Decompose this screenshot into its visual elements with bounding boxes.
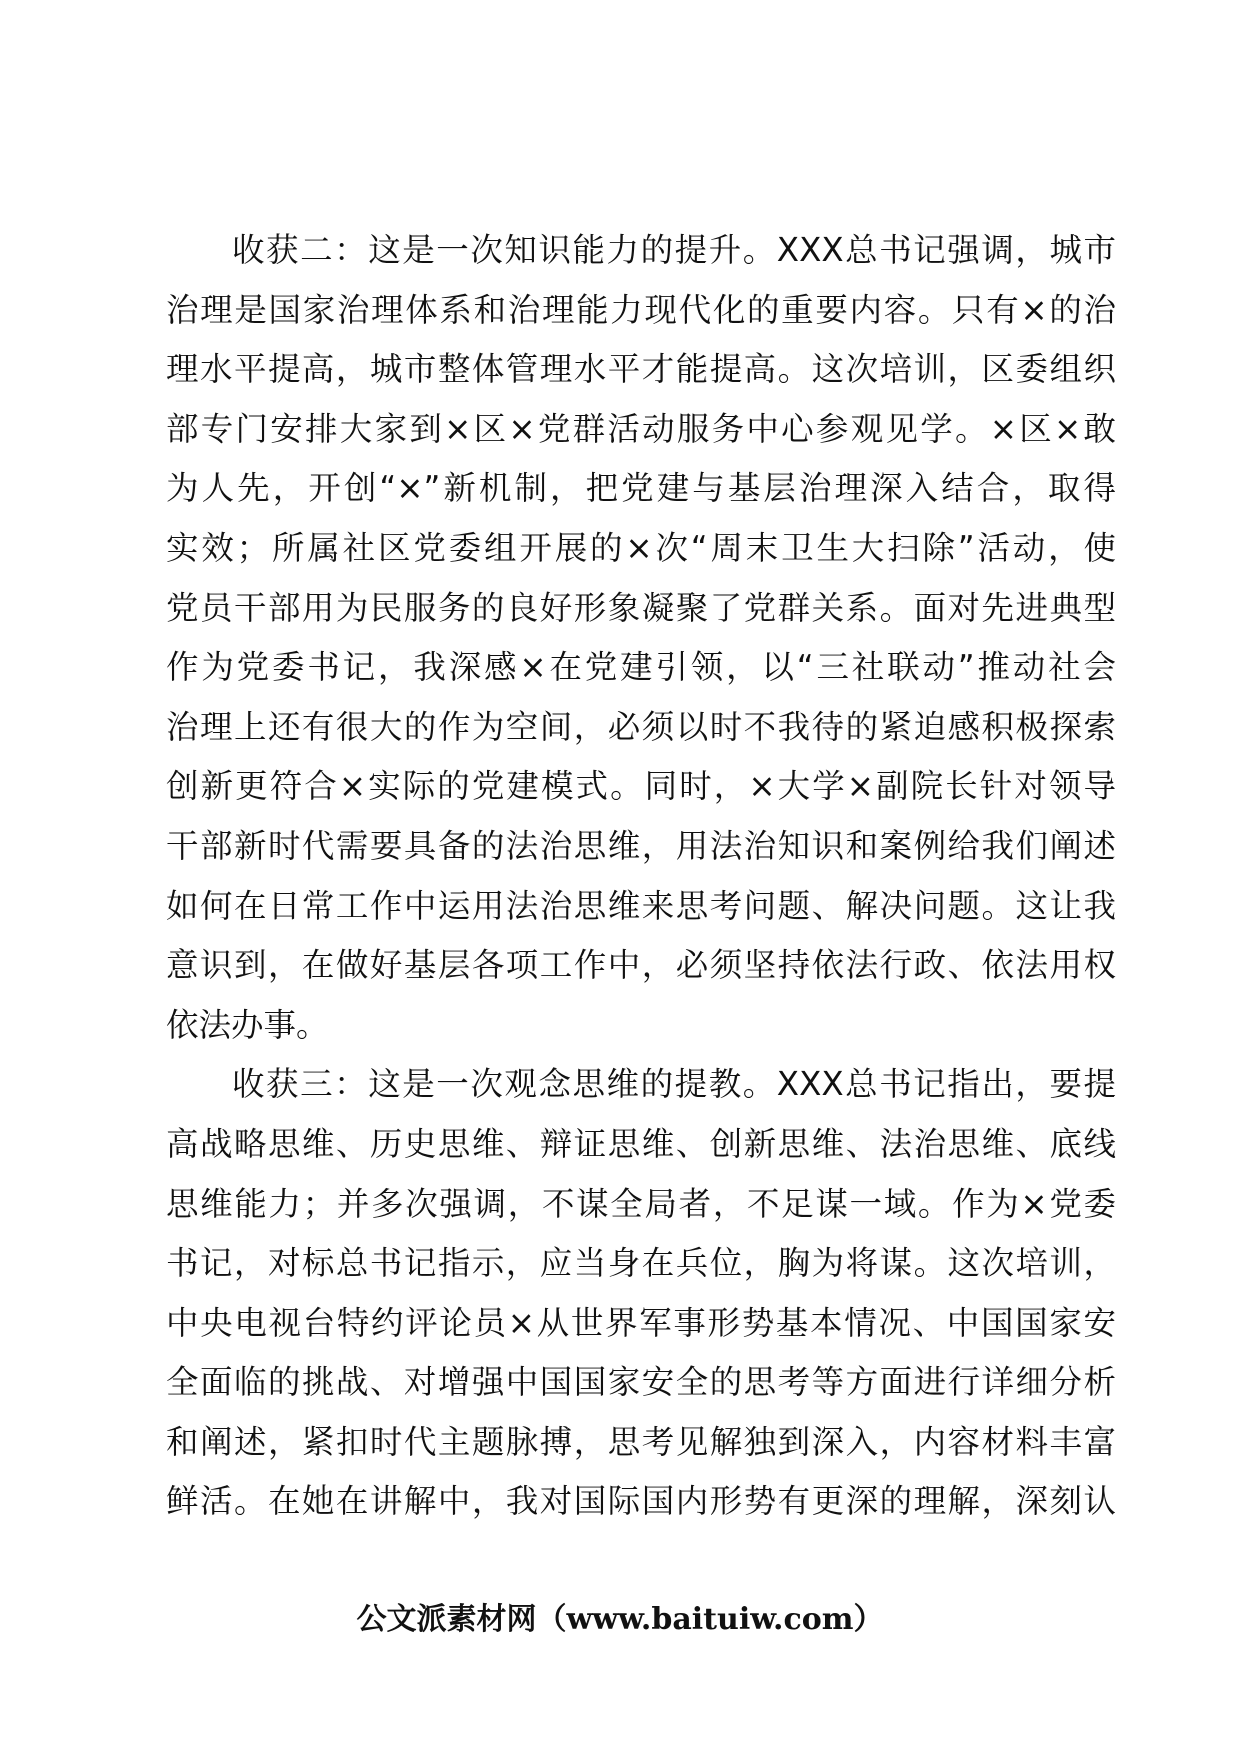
text-line: 理水平提高，城市整体管理水平才能提高。这次培训，区委组织 <box>166 350 1116 389</box>
text-line: 和阐述，紧扣时代主题脉搏，思考见解独到深入，内容材料丰富 <box>166 1422 1116 1461</box>
text-line: 实效；所属社区党委组开展的×次“周末卫生大扫除”活动，使 <box>166 528 1116 567</box>
footer-watermark: 公文派素材网（www.baituiw.com） <box>356 1602 884 1637</box>
text-line: 意识到，在做好基层各项工作中，必须坚持依法行政、依法用权 <box>166 946 1116 985</box>
text-line: 党员干部用为民服务的良好形象凝聚了党群关系。面对先进典型 <box>166 588 1116 627</box>
text-line: 全面临的挑战、对增强中国国家安全的思考等方面进行详细分析 <box>166 1363 1116 1402</box>
text-line: 如何在日常工作中运用法治思维来思考问题、解决问题。这让我 <box>166 886 1116 925</box>
paragraph-harvest-three <box>166 1055 1116 1532</box>
document-body <box>166 221 1116 1532</box>
text-line: 作为党委书记，我深感×在党建引领，以“三社联动”推动社会 <box>166 648 1116 687</box>
text-line: 依法办事。 <box>166 1005 329 1044</box>
text-line: 鲜活。在她在讲解中，我对国际国内形势有更深的理解，深刻认 <box>166 1482 1116 1521</box>
text-line: 收获三：这是一次观念思维的提教。XXX总书记指出，要提 <box>232 1065 1116 1104</box>
text-line: 中央电视台特约评论员×从世界军事形势基本情况、中国国家安 <box>166 1303 1116 1342</box>
text-line: 书记，对标总书记指示，应当身在兵位，胸为将谋。这次培训， <box>166 1244 1116 1283</box>
text-line: 思维能力；并多次强调，不谋全局者，不足谋一域。作为×党委 <box>166 1184 1116 1223</box>
text-line: 治理是国家治理体系和治理能力现代化的重要内容。只有×的治 <box>166 290 1116 329</box>
text-line: 治理上还有很大的作为空间，必须以时不我待的紧迫感积极探索 <box>166 707 1116 746</box>
text-line: 收获二：这是一次知识能力的提升。XXX总书记强调，城市 <box>232 231 1116 269</box>
text-line: 干部新时代需要具备的法治思维，用法治知识和案例给我们阐述 <box>166 826 1116 865</box>
text-line: 部专门安排大家到×区×党群活动服务中心参观见学。×区×敢 <box>166 409 1116 448</box>
text-line: 创新更符合×实际的党建模式。同时，×大学×副院长针对领导 <box>166 767 1116 806</box>
text-line: 高战略思维、历史思维、辩证思维、创新思维、法治思维、底线 <box>166 1124 1116 1163</box>
text-line: 为人先，开创“×”新机制，把党建与基层治理深入结合，取得 <box>166 469 1116 508</box>
paragraph-harvest-two <box>166 221 1116 1055</box>
